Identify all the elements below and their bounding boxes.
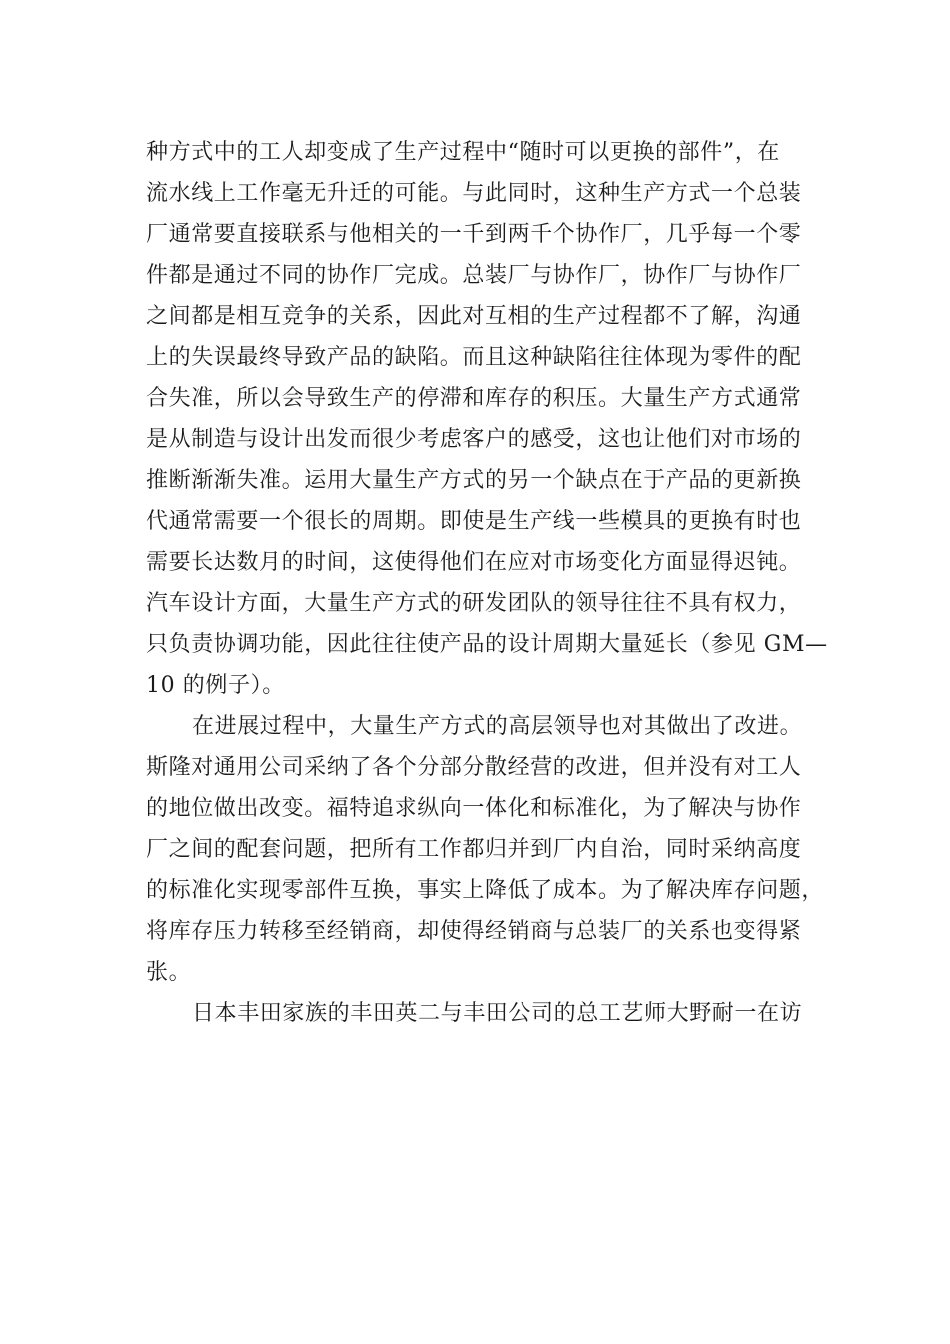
text-line: 的标准化实现零部件互换，事实上降低了成本。为了解决库存问题，: [146, 878, 825, 903]
text-line: 件都是通过不同的协作厂完成。总装厂与协作厂，协作厂与协作厂: [146, 263, 802, 288]
text-line: 只负责协调功能，因此往往使产品的设计周期大量延长（参见 GM—: [146, 632, 828, 657]
text-line: 是从制造与设计出发而很少考虑客户的感受，这也让他们对市场的: [146, 427, 802, 452]
text-line: 之间都是相互竞争的关系，因此对互相的生产过程都不了解，沟通: [146, 304, 802, 329]
text-line: 流水线上工作毫无升迁的可能。与此同时，这种生产方式一个总装: [146, 181, 802, 206]
text-line: 需要长达数月的时间，这使得他们在应对市场变化方面显得迟钝。: [146, 550, 802, 575]
text-line: 合失准，所以会导致生产的停滞和库存的积压。大量生产方式通常: [146, 386, 802, 411]
text-line: 种方式中的工人却变成了生产过程中“随时可以更换的部件”，在: [146, 140, 780, 165]
text-line: 代通常需要一个很长的周期。即使是生产线一些模具的更换有时也: [146, 509, 802, 534]
text-line: 汽车设计方面，大量生产方式的研发团队的领导往往不具有权力，: [146, 591, 802, 616]
text-line: 将库存压力转移至经销商，却使得经销商与总装厂的关系也变得紧: [146, 919, 802, 944]
text-line: 厂通常要直接联系与他相关的一千到两千个协作厂，几乎每一个零: [146, 222, 802, 247]
text-line: 厂之间的配套问题，把所有工作都归并到厂内自治，同时采纳高度: [146, 837, 802, 862]
text-line: 张。: [146, 960, 192, 985]
text-line: 10 的例子）。: [146, 673, 285, 698]
paragraph-first-line: 在进展过程中，大量生产方式的高层领导也对其做出了改进。: [192, 714, 803, 739]
text-line: 上的失误最终导致产品的缺陷。而且这种缺陷往往体现为零件的配: [146, 345, 802, 370]
text-line: 斯隆对通用公司采纳了各个分部分散经营的改进，但并没有对工人: [146, 755, 802, 780]
text-line: 的地位做出改变。福特追求纵向一体化和标准化，为了解决与协作: [146, 796, 802, 821]
text-line: 推断渐渐失准。运用大量生产方式的另一个缺点在于产品的更新换: [146, 468, 802, 493]
body-text: [146, 132, 828, 1034]
paragraph-first-line: 日本丰田家族的丰田英二与丰田公司的总工艺师大野耐一在访: [192, 1001, 803, 1026]
